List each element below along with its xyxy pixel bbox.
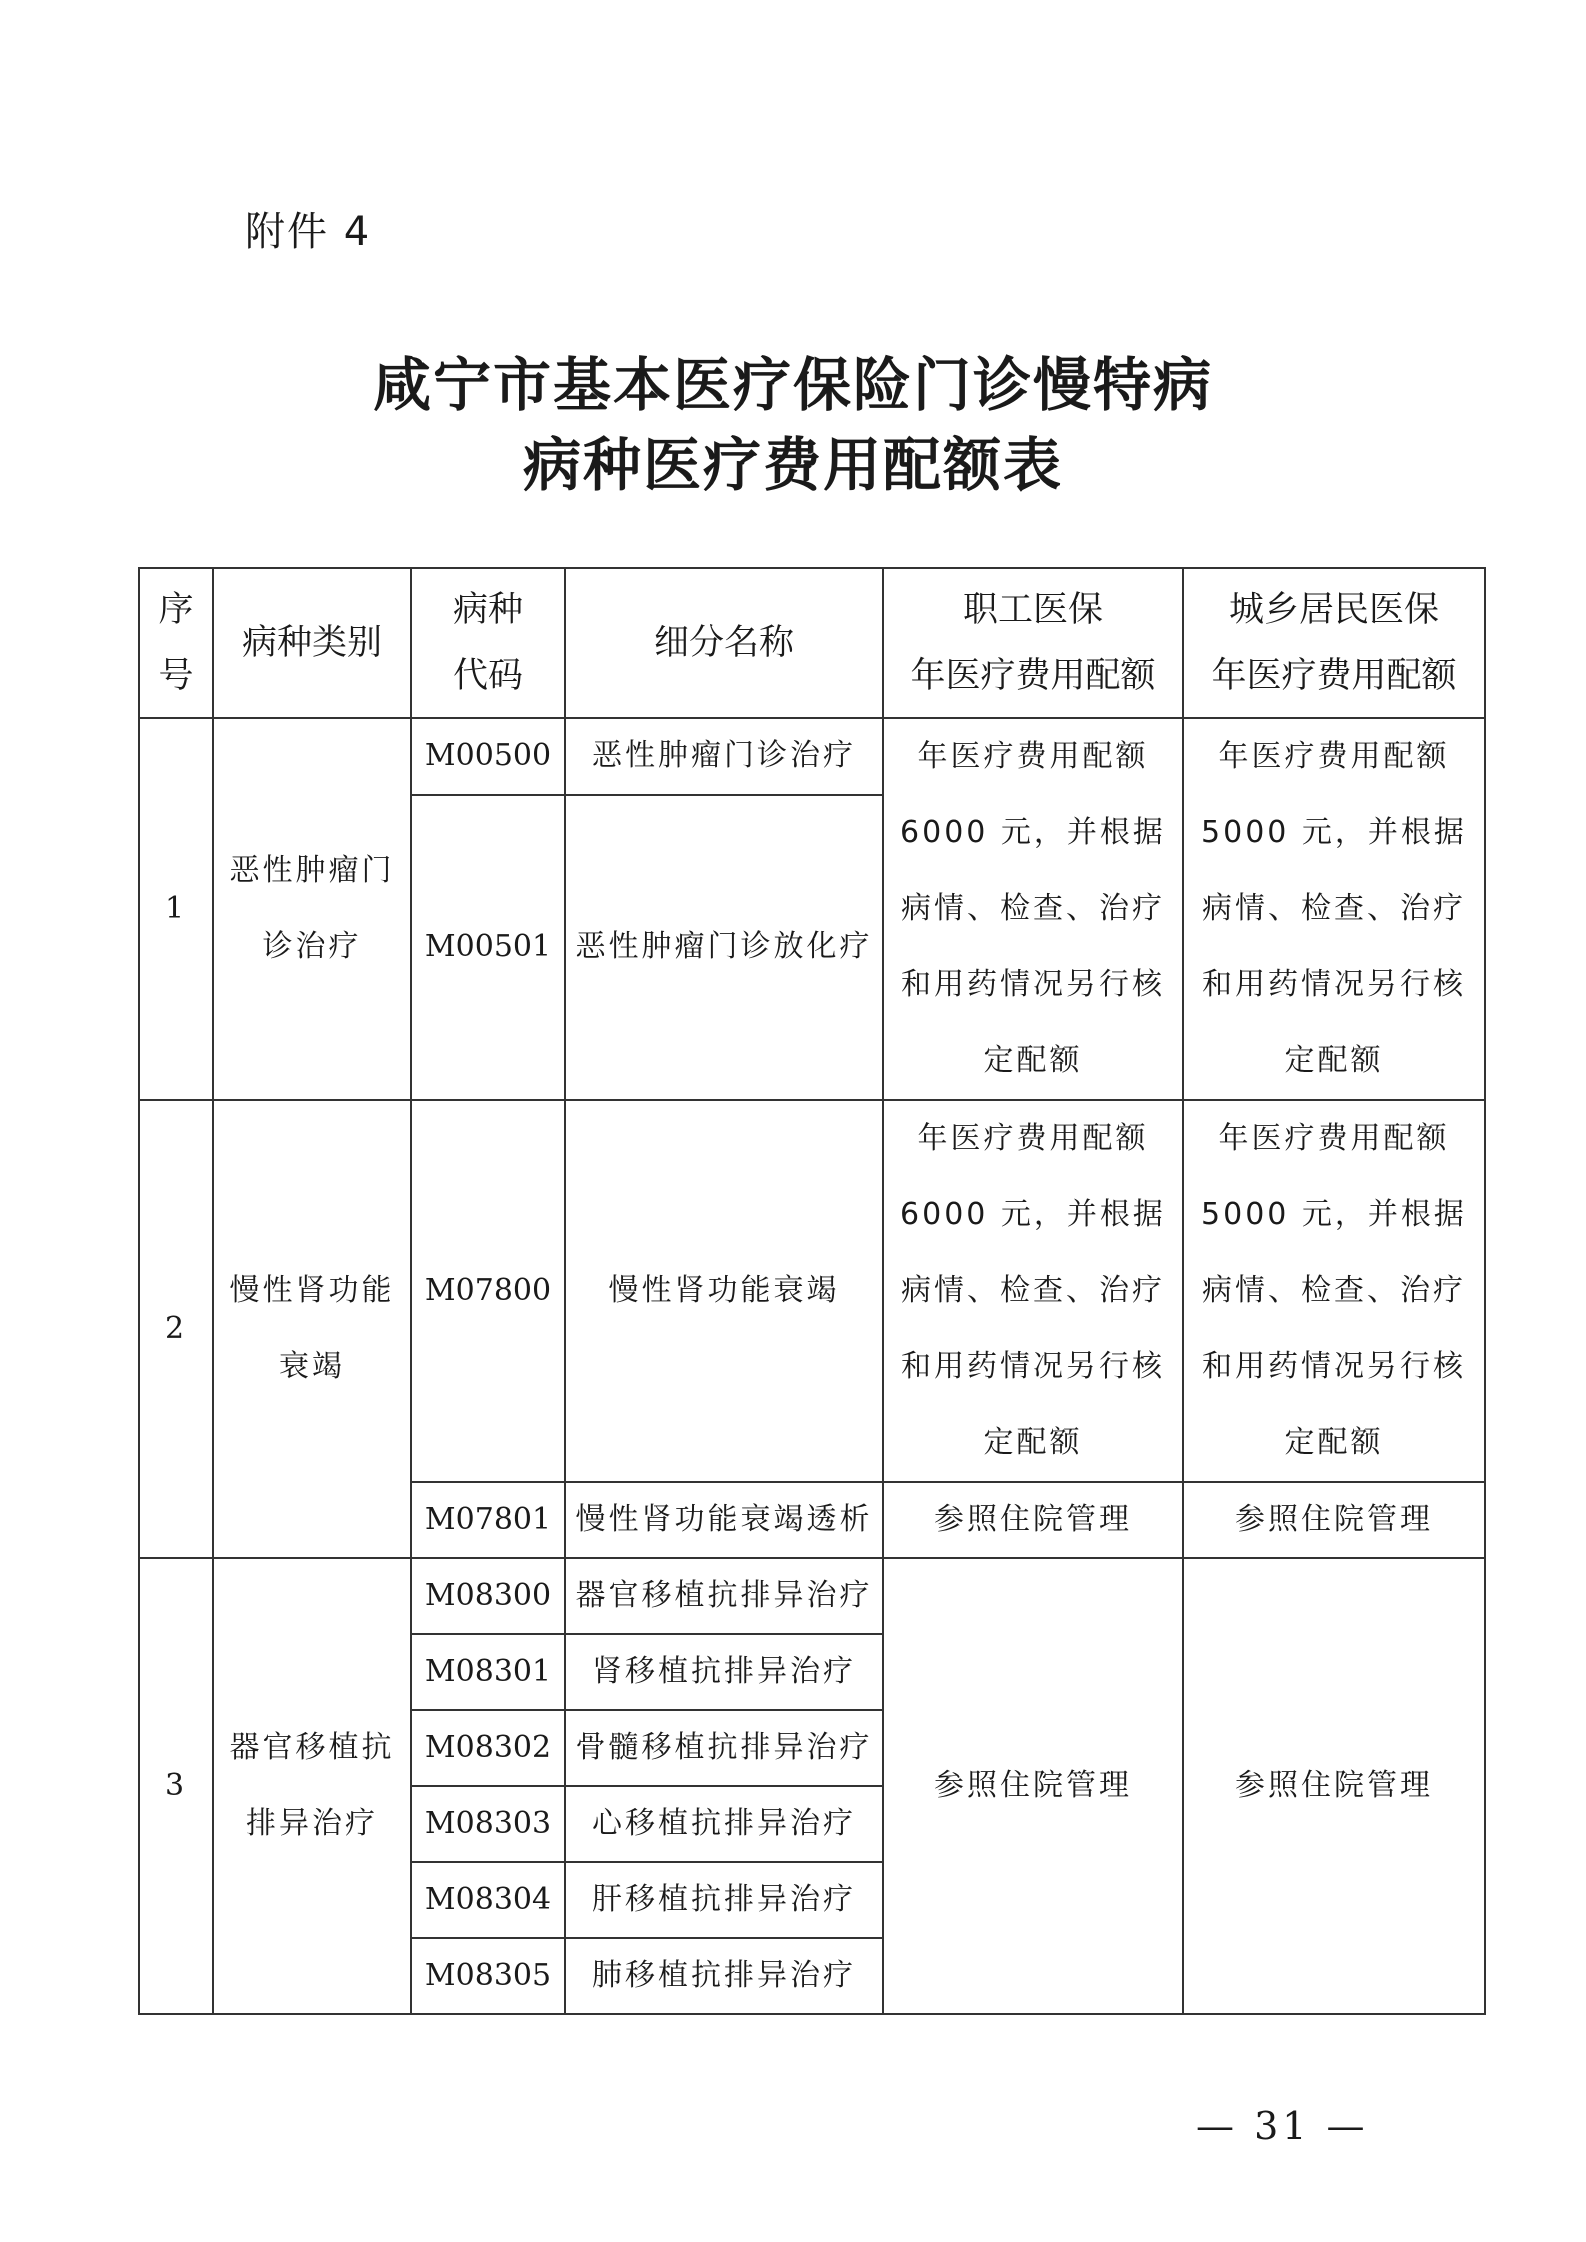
row-code: M08304 (411, 1862, 565, 1938)
row-code: M08301 (411, 1634, 565, 1710)
row-resident-quota: 年医疗费用配额5000 元，并根据病情、检查、治疗和用药情况另行核定配额 (1183, 1100, 1485, 1482)
header-seq: 序 号 (139, 568, 213, 718)
table-row (139, 1100, 1485, 1482)
row-seq: 1 (139, 718, 213, 1100)
page-number: — 31 — (1196, 2104, 1369, 2148)
row-subname: 恶性肿瘤门诊治疗 (565, 718, 883, 795)
row-seq: 3 (139, 1558, 213, 2014)
row-subname: 慢性肾功能衰竭 (565, 1100, 883, 1482)
row-subname: 骨髓移植抗排异治疗 (565, 1710, 883, 1786)
header-category: 病种类别 (213, 568, 411, 718)
row-seq: 2 (139, 1100, 213, 1558)
row-subname: 肺移植抗排异治疗 (565, 1938, 883, 2014)
row-subname: 慢性肾功能衰竭透析 (565, 1482, 883, 1558)
row-category: 器官移植抗排异治疗 (213, 1558, 411, 2014)
header-name: 细分名称 (565, 568, 883, 718)
header-row (139, 568, 1485, 718)
row-employee-quota: 参照住院管理 (883, 1558, 1183, 2014)
row-subname: 肝移植抗排异治疗 (565, 1862, 883, 1938)
row-resident-quota: 年医疗费用配额5000 元，并根据病情、检查、治疗和用药情况另行核定配额 (1183, 718, 1485, 1100)
title-line-2: 病种医疗费用配额表 (522, 431, 1063, 499)
header-code: 病种 代码 (411, 568, 565, 718)
row-code: M00501 (411, 795, 565, 1100)
row-subname: 肾移植抗排异治疗 (565, 1634, 883, 1710)
row-code: M07800 (411, 1100, 565, 1482)
document-title (0, 345, 1586, 505)
row-code: M08303 (411, 1786, 565, 1862)
attachment-label: 附件 4 (245, 209, 372, 255)
row-subname: 心移植抗排异治疗 (565, 1786, 883, 1862)
row-code: M07801 (411, 1482, 565, 1558)
row-category: 慢性肾功能衰竭 (213, 1100, 411, 1558)
row-subname: 恶性肿瘤门诊放化疗 (565, 795, 883, 1100)
row-employee-quota: 年医疗费用配额6000 元，并根据病情、检查、治疗和用药情况另行核定配额 (883, 718, 1183, 1100)
header-employee-quota: 职工医保 年医疗费用配额 (883, 568, 1183, 718)
table-row (139, 1558, 1485, 1634)
row-code: M08300 (411, 1558, 565, 1634)
row-category: 恶性肿瘤门诊治疗 (213, 718, 411, 1100)
row-code: M00500 (411, 718, 565, 795)
row-code: M08302 (411, 1710, 565, 1786)
row-subname: 器官移植抗排异治疗 (565, 1558, 883, 1634)
row-employee-quota: 年医疗费用配额6000 元，并根据病情、检查、治疗和用药情况另行核定配额 (883, 1100, 1183, 1482)
row-employee-quota: 参照住院管理 (883, 1482, 1183, 1558)
row-code: M08305 (411, 1938, 565, 2014)
header-resident-quota: 城乡居民医保 年医疗费用配额 (1183, 568, 1485, 718)
row-resident-quota: 参照住院管理 (1183, 1558, 1485, 2014)
title-line-1: 咸宁市基本医疗保险门诊慢特病 (372, 351, 1213, 419)
row-resident-quota: 参照住院管理 (1183, 1482, 1485, 1558)
table-row (139, 718, 1485, 795)
quota-table (138, 567, 1486, 2015)
